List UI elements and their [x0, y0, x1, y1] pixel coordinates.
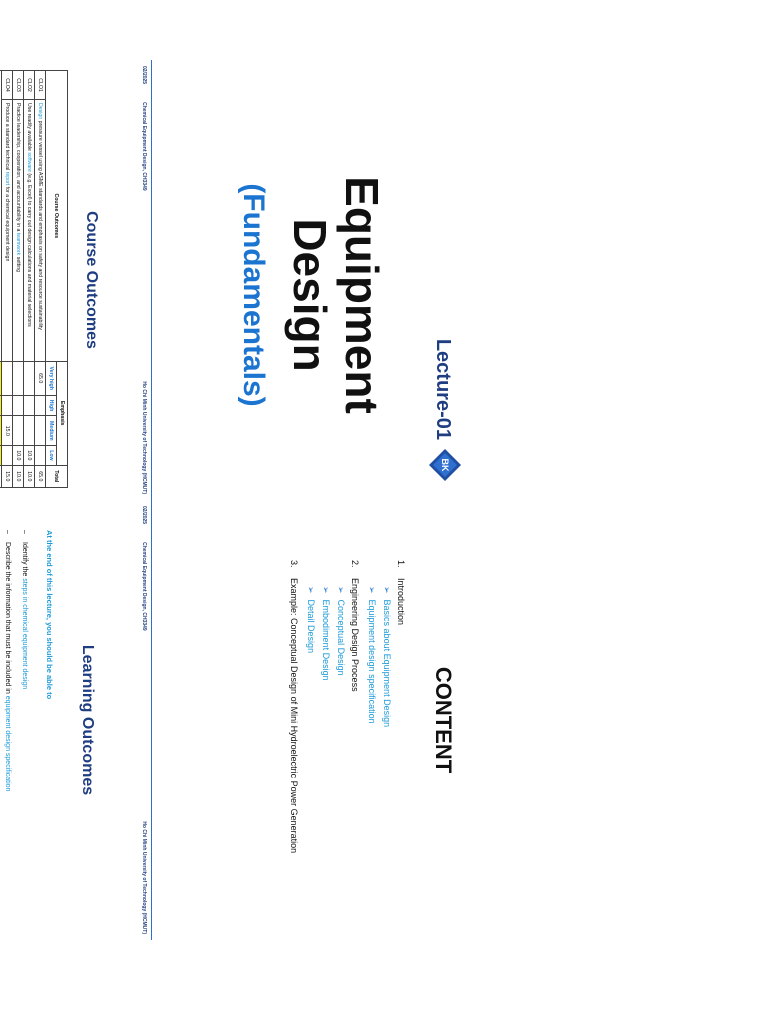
clo-text: for a chemical equipment design: [4, 185, 10, 262]
header-level: Medium: [46, 416, 57, 446]
cell-very-high: [24, 361, 35, 395]
clo-text: Practice leadership, cooperation, and accountability in a: [15, 103, 21, 233]
footer-date: 02/2025: [141, 506, 147, 525]
learning-outcomes-heading: Learning Outcomes: [79, 644, 96, 796]
item-text: Identify the: [21, 542, 28, 579]
total-high: [0, 395, 2, 416]
cell-total: 10.0: [24, 465, 35, 487]
clo-text: Produce a standard technical: [4, 103, 10, 172]
content-subitem: [320, 586, 331, 920]
chevron-right-icon: ➢: [336, 586, 346, 594]
section-number: 3.: [289, 560, 299, 568]
slide-learning-outcomes: [0, 500, 110, 940]
total-cell: [0, 465, 2, 487]
item-keyword: steps in chemical equipment design: [21, 578, 28, 690]
chevron-right-icon: ➢: [382, 586, 392, 594]
cell-total: 65.0: [35, 465, 46, 487]
cell-low: 10.0: [13, 446, 24, 465]
footer-course: Chemical Equipment Design, CH3349: [141, 102, 147, 191]
footer-divider: [151, 60, 152, 500]
header-level: High: [46, 395, 57, 416]
item-text: Describe the information that must be included in: [4, 542, 11, 696]
header-course-outcomes: Course Outcomes: [46, 71, 68, 362]
cell-high: [13, 395, 24, 416]
cell-high: [2, 395, 13, 416]
clo-description: [35, 100, 46, 362]
subitem-label: Basics about Equipment Design: [382, 599, 392, 728]
section-label: Example: Conceptual Design of Mini Hydroelectric Power Generation: [289, 578, 299, 854]
section-number: 1.: [396, 560, 406, 568]
footer-university: Ho Chi Minh University of Technology (HCMUT): [141, 381, 147, 494]
table-row: [35, 71, 46, 488]
subitem-label: Equipment design specification: [367, 599, 377, 724]
university-logo-icon: [428, 448, 462, 482]
footer-university: Ho Chi Minh University of Technology (HCMUT): [141, 821, 147, 934]
total-very-high: [0, 361, 2, 395]
clo-id: CLO2: [24, 71, 35, 100]
slide-title: [130, 60, 470, 500]
table-header-row: [57, 71, 68, 488]
item-keyword: equipment design specification: [4, 695, 11, 792]
clo-description: [2, 100, 13, 362]
content-subitem: [305, 586, 316, 920]
slide-title-text: [284, 115, 388, 475]
learning-outcomes-list: [0, 530, 38, 930]
section-label: Introduction: [396, 578, 406, 626]
clo-description: [13, 100, 24, 362]
cell-very-high: [2, 361, 13, 395]
subitem-label: Detail Design: [306, 599, 316, 654]
slide-footer: [141, 506, 147, 934]
subitem-label: Embodiment Design: [321, 599, 331, 681]
chevron-right-icon: ➢: [321, 586, 331, 594]
cell-total: 15.0: [2, 465, 13, 487]
title-line-1: Equipment: [336, 176, 388, 414]
table-row: [13, 71, 24, 488]
learning-outcomes-intro: At the end of this lecture, you should be able to: [45, 530, 54, 700]
cell-medium: [13, 416, 24, 446]
content-section: [305, 560, 360, 920]
clo-keyword: report: [4, 171, 10, 186]
cell-low: [35, 446, 46, 465]
content-list: [289, 560, 412, 920]
cell-low: 10.0: [24, 446, 35, 465]
course-outcomes-heading: Course Outcomes: [83, 211, 100, 349]
content-section: [289, 560, 299, 920]
course-outcomes-table: [0, 70, 68, 488]
slide-content: [130, 500, 470, 940]
clo-text: (e.g. Excel) to carry out design calculations and material selections: [26, 171, 32, 327]
total-low: [0, 446, 2, 465]
dash-bullet-icon: –: [4, 530, 11, 534]
cell-very-high: 65.0: [35, 361, 46, 395]
header-level: Low: [46, 446, 57, 465]
content-heading: CONTENT: [431, 666, 456, 774]
cell-very-high: [13, 361, 24, 395]
content-subitem: [381, 586, 392, 920]
content-subitem: [366, 586, 377, 920]
logo-text: BK: [440, 458, 450, 472]
content-subitem: [335, 586, 346, 920]
footer-course: Chemical Equipment Design, CH3349: [141, 542, 147, 631]
clo-id: CLO4: [2, 71, 13, 100]
subitem-label: Conceptual Design: [336, 599, 346, 676]
slide-subtitle: (Fundamentals): [237, 183, 270, 407]
chevron-right-icon: ➢: [367, 586, 377, 594]
cell-medium: [35, 416, 46, 446]
list-item: [4, 530, 11, 930]
clo-description: [24, 100, 35, 362]
cell-total: 10.0: [13, 465, 24, 487]
lecture-number: Lecture-01: [432, 338, 454, 440]
total-medium: [0, 416, 2, 446]
cell-high: [35, 395, 46, 416]
title-line-2: Design: [284, 218, 336, 372]
total-label: [0, 71, 2, 362]
header-emphasis: Emphasis: [57, 361, 68, 465]
slide-course-outcomes: [0, 60, 110, 500]
header-level: Very high: [46, 361, 57, 395]
footer-date: 02/2025: [141, 66, 147, 85]
table-row: [2, 71, 13, 488]
clo-keyword: Design: [37, 103, 43, 120]
chevron-right-icon: ➢: [306, 586, 316, 594]
clo-text: pressure vessel using ASME standards and emphasis on safety and resource sustainability: [37, 119, 43, 330]
footer-divider: [151, 500, 152, 940]
cell-medium: 15.0: [2, 416, 13, 446]
clo-text: Use readily available: [26, 103, 32, 153]
cell-high: [24, 395, 35, 416]
cell-low: [2, 446, 13, 465]
clo-text: setting: [15, 255, 21, 273]
cell-medium: [24, 416, 35, 446]
table-row: [24, 71, 35, 488]
section-number: 2.: [350, 560, 360, 568]
clo-id: CLO3: [13, 71, 24, 100]
clo-id: CLO1: [35, 71, 46, 100]
slide-footer: [141, 66, 147, 494]
table-total-row: [0, 71, 2, 488]
clo-keyword: teamwork: [15, 232, 21, 256]
header-total: Total: [46, 465, 68, 487]
dash-bullet-icon: –: [21, 530, 28, 534]
clo-keyword: software: [26, 152, 32, 172]
section-label: Engineering Design Process: [350, 578, 360, 692]
content-section: [366, 560, 406, 920]
list-item: [21, 530, 28, 930]
